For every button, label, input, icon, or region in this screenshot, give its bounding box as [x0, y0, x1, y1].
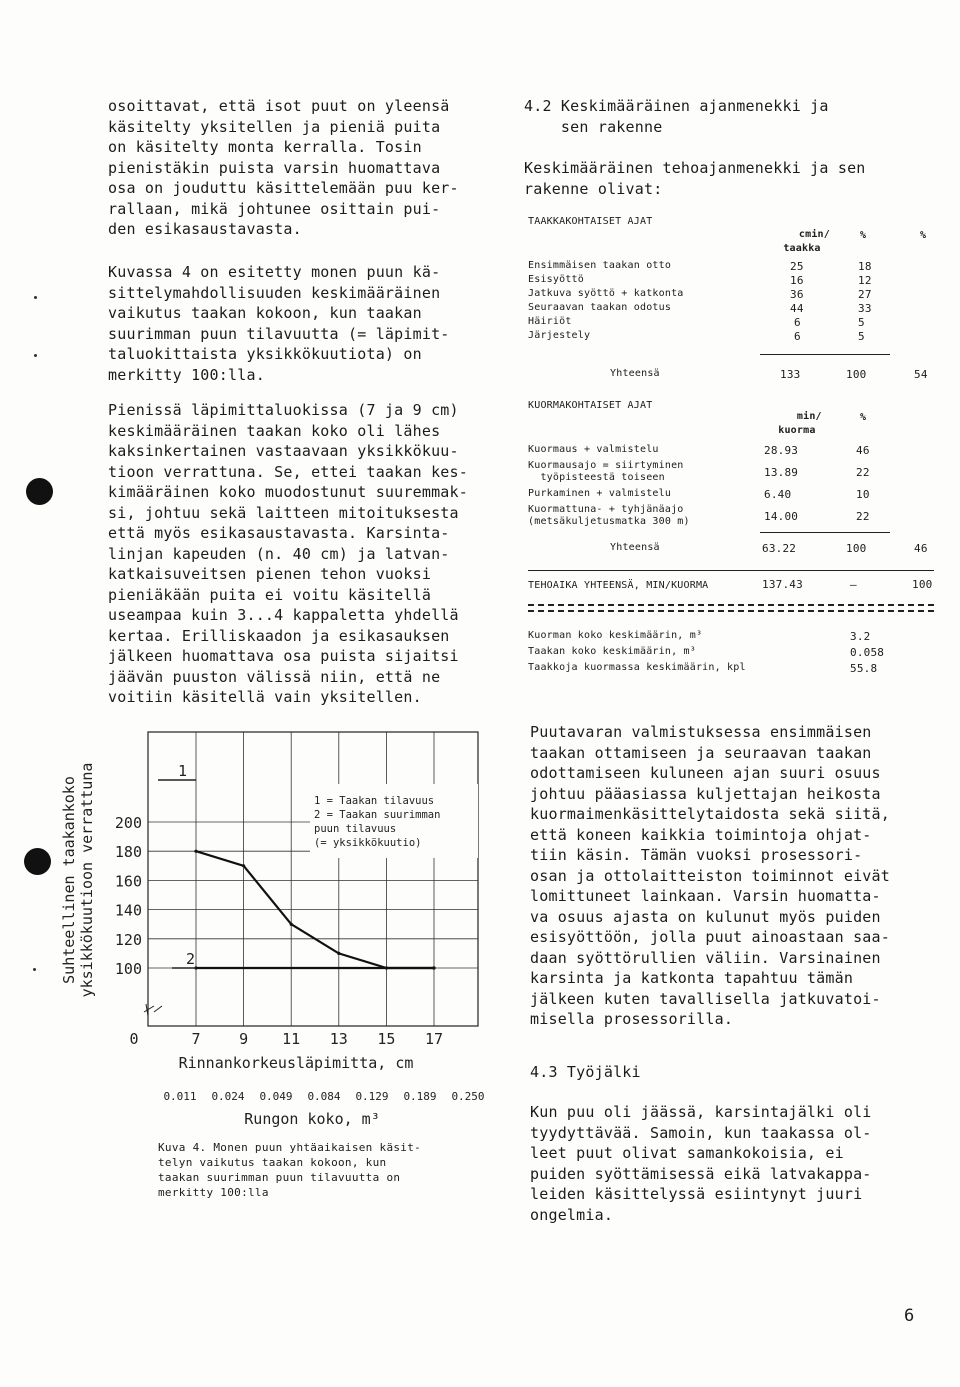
- legend-entry: 1 = Taakan tilavuus: [314, 795, 435, 807]
- left-paragraph-2-line: sittelymahdollisuuden keskimääräinen: [108, 283, 441, 302]
- left-paragraph-3-line: useampaa kuin 3...4 kappaletta yhdellä: [108, 606, 459, 624]
- table2-total-pct: 100: [846, 542, 867, 555]
- table1-col-header-pct2: %: [920, 230, 927, 241]
- secondary-x-tick: 0.011: [163, 1090, 197, 1103]
- left-paragraph-3-line: kimääräinen koko muodostunut suuremmak-: [108, 483, 468, 501]
- table2-row-value: 13.89: [764, 466, 799, 479]
- table1-row-label: Esisyöttö: [528, 274, 584, 285]
- right-paragraph-4-line: esisyöttöön, jolla puut ainoastaan saa-: [530, 928, 890, 946]
- table2-row-label: Purkaminen + valmistelu: [528, 488, 672, 499]
- binder-mark: [34, 296, 37, 299]
- table-taakkakohtaiset: [528, 210, 938, 590]
- table2-row-value: 28.93: [764, 444, 799, 457]
- table-intro-line: Keskimääräinen tehoajanmenekki ja sen: [524, 159, 866, 177]
- table2-row-label: työpisteestä toiseen: [528, 472, 665, 483]
- table2-col-header-unit: min/ kuorma: [778, 411, 822, 436]
- binder-mark: [33, 968, 36, 971]
- left-paragraph-2: [108, 262, 450, 385]
- right-paragraph-5-line: Kun puu oli jäässä, karsintajälki oli: [530, 1103, 872, 1121]
- left-paragraph-2-line: merkitty 100:lla.: [108, 365, 265, 384]
- left-paragraph-3-line: si, johtuu sekä laitteen mitoituksesta: [108, 503, 459, 522]
- table2-row-pct: 22: [856, 510, 870, 523]
- series-marker-2: 2: [186, 950, 196, 968]
- left-paragraph-1-line: on käsitelty monta kerralla. Tosin: [108, 138, 422, 156]
- right-paragraph-4-line: että koneen kaikkia toimintoja ohjat-: [530, 825, 872, 844]
- tehoaika-top-rule: [528, 570, 934, 571]
- secondary-x-tick: 0.250: [451, 1090, 485, 1103]
- y-tick-label: 200: [114, 814, 142, 832]
- right-paragraph-5-line: ongelmia.: [530, 1205, 614, 1224]
- left-paragraph-3-line: että myös esikasaustavasta. Karsinta-: [108, 524, 450, 542]
- secondary-x-label: Rungon koko, m³: [244, 1110, 380, 1128]
- table1-row-label: Järjestely: [528, 330, 591, 341]
- table1-total-pct2: 54: [914, 368, 928, 381]
- table1-row-pct: 27: [858, 288, 872, 301]
- table2-total-value: 63.22: [762, 542, 797, 555]
- series-marker-1: 1: [178, 762, 188, 780]
- table1-col-header-unit: cmin/ taakka: [783, 229, 830, 254]
- right-paragraph-5-line: puiden syöttämisessä eikä latvakappa-: [530, 1164, 872, 1183]
- table2-total-label: Yhteensä: [610, 542, 660, 553]
- table2-row-label: (metsäkuljetusmatka 300 m): [528, 516, 690, 527]
- tehoaika-label: TEHOAIKA YHTEENSÄ, MIN/KUORMA: [528, 580, 709, 591]
- binder-mark: [34, 354, 37, 357]
- figure-caption-line: telyn vaikutus taakan kokoon, kun: [158, 1156, 387, 1169]
- left-paragraph-3-line: linjan kapeuden (n. 40 cm) ja latvan-: [108, 544, 450, 563]
- x-axis-origin-label: 0: [129, 1030, 139, 1048]
- section-heading-4-2: [524, 96, 829, 137]
- tehoaika-row: [528, 578, 938, 594]
- left-paragraph-3-line: pieniäkään puita ei voitu käsitellä: [108, 585, 432, 604]
- figure-caption-line: merkitty 100:lla: [158, 1186, 269, 1199]
- left-paragraph-3-line: keskimääräinen taakan koko oli lähes: [108, 421, 441, 440]
- table1-total-pct: 100: [846, 368, 867, 381]
- legend-entry: (= yksikkökuutio): [314, 837, 422, 849]
- left-paragraph-3-line: Pienissä läpimittaluokissa (7 ja 9 cm): [108, 401, 459, 419]
- summary-label: Taakan koko keskimäärin, m³: [528, 646, 696, 657]
- y-axis-label: yksikkökuutioon verrattuna: [78, 762, 96, 998]
- left-paragraph-3-line: jälkeen huomattava osa puista sijaitsi: [108, 647, 459, 665]
- binder-hole-top: [26, 478, 53, 505]
- table2-total-rule: [760, 532, 890, 533]
- left-paragraph-3-line: kertaa. Erilliskaadon ja esikasauksen: [108, 626, 450, 645]
- figure-caption: [158, 1140, 421, 1200]
- secondary-x-tick: 0.024: [211, 1090, 245, 1103]
- right-paragraph-4-line: Puutavaran valmistuksessa ensimmäisen: [530, 723, 872, 741]
- table2-header: KUORMAKOHTAISET AJAT: [528, 400, 653, 411]
- left-paragraph-2-line: suurimman puun tilavuutta (= läpimit-: [108, 324, 450, 343]
- left-paragraph-1-line: den esikasaustavasta.: [108, 220, 302, 238]
- summary-label: Kuorman koko keskimäärin, m³: [528, 630, 703, 641]
- y-tick-label: 140: [114, 901, 142, 920]
- legend-entry: puun tilavuus: [314, 823, 397, 835]
- left-paragraph-2-line: vaikutus taakan kokoon, kun taakan: [108, 304, 422, 322]
- right-paragraph-5-line: leiden käsittelyssä esiintynyt juuri: [530, 1185, 863, 1203]
- section-heading-4-2-line: 4.2 Keskimääräinen ajanmenekki ja: [524, 97, 829, 115]
- table-intro: [524, 158, 866, 199]
- y-tick-label: 100: [114, 960, 142, 978]
- table1-row-value: 36: [790, 288, 804, 301]
- table2-row-label: Kuormaus + valmistelu: [528, 444, 659, 455]
- table2-row-pct: 22: [856, 466, 870, 479]
- table1-row-pct: 12: [858, 274, 872, 287]
- table1-total-rule: [760, 354, 890, 355]
- table1-header: TAAKKAKOHTAISET AJAT: [528, 216, 653, 227]
- summary-value: 55.8: [850, 662, 878, 675]
- table2-row-value: 14.00: [764, 510, 799, 523]
- secondary-x-tick: 0.049: [259, 1090, 293, 1103]
- table1-row-value: 6: [794, 330, 801, 343]
- x-tick-label: 11: [282, 1030, 301, 1048]
- right-paragraph-5: [530, 1102, 872, 1225]
- axis-break-mark: [144, 1004, 162, 1016]
- binder-hole-bottom: [24, 848, 51, 875]
- series-point-1: [242, 864, 245, 867]
- tehoaika-double-rule: [528, 604, 934, 612]
- table1-row-pct: 5: [858, 330, 865, 343]
- table1-row-pct: 33: [858, 302, 872, 315]
- y-tick-label: 180: [114, 843, 142, 862]
- right-paragraph-4-line: va osuus ajasta on kulunut myös puiden: [530, 907, 881, 926]
- table2-row-label: Kuormattuna- + tyhjänäajo: [528, 504, 684, 515]
- left-paragraph-1-line: osoittavat, että isot puut on yleensä: [108, 97, 450, 115]
- right-paragraph-4-line: taakan ottamiseen ja seuraavan taakan: [530, 743, 872, 762]
- left-paragraph-3-line: tioon verrattuna. Se, ettei taakan kes-: [108, 462, 468, 481]
- table1-row-value: 44: [790, 302, 804, 315]
- left-paragraph-2-line: taluokittaista yksikkökuutiota) on: [108, 345, 422, 363]
- table1-row-label: Ensimmäisen taakan otto: [528, 260, 672, 271]
- table1-row-label: Seuraavan taakan odotus: [528, 302, 672, 313]
- summary-block: [528, 630, 938, 686]
- y-tick-label: 160: [114, 872, 142, 891]
- right-paragraph-4: [530, 722, 890, 1030]
- section-heading-4-3-text: 4.3 Työjälki: [530, 1063, 641, 1081]
- series-point-1: [290, 923, 293, 926]
- left-paragraph-3-line: kaksinkertainen vastaavaan yksikkökuu-: [108, 442, 459, 460]
- left-paragraph-3-line: katkaisuveitsen pienen tehon vuoksi: [108, 565, 432, 583]
- right-paragraph-4-line: osan ja ottolaitteiston toiminnot eivät: [530, 866, 890, 885]
- table-intro-line: rakenne olivat:: [524, 179, 663, 198]
- right-paragraph-4-line: jälkeen kuten tavallisella jatkuvatoi-: [530, 989, 881, 1008]
- summary-value: 3.2: [850, 630, 871, 643]
- legend-entry: 2 = Taakan suurimman: [314, 809, 441, 821]
- table1-row-pct: 18: [858, 260, 872, 273]
- table1-col-header-pct: %: [860, 230, 867, 241]
- table2-row-pct: 10: [856, 488, 870, 501]
- left-paragraph-1-line: käsitelty yksitellen ja pieniä puita: [108, 117, 441, 136]
- table2-total-pct2: 46: [914, 542, 928, 555]
- figure-4-chart: [56, 720, 526, 1130]
- left-paragraph-1: [108, 96, 459, 240]
- x-axis-label: Rinnankorkeusläpimitta, cm: [178, 1054, 414, 1072]
- table1-row-value: 25: [790, 260, 804, 273]
- y-axis-label: Suhteellinen taakankoko: [60, 776, 78, 984]
- left-paragraph-1-line: pienistäkin puista varsin huomattava: [108, 158, 441, 177]
- right-paragraph-4-line: odottamiseen kuluneen ajan suuri osuus: [530, 764, 881, 782]
- tehoaika-value: 137.43: [762, 578, 803, 591]
- table2-row-label: Kuormausajo = siirtyminen: [528, 460, 684, 471]
- left-paragraph-3: [108, 400, 468, 708]
- table1-row-pct: 5: [858, 316, 865, 329]
- left-paragraph-1-line: osa on jouduttu käsittelemään puu ker-: [108, 179, 459, 197]
- right-paragraph-4-line: lomittuneet lainkaan. Varsin huomatta-: [530, 887, 881, 905]
- right-paragraph-4-line: kuormaimenkäsittelytaidosta sekä siitä,: [530, 805, 890, 823]
- x-tick-label: 17: [424, 1030, 444, 1048]
- page-number: 6: [904, 1306, 915, 1326]
- figure-caption-line: Kuva 4. Monen puun yhtäaikaisen käsit-: [158, 1141, 422, 1154]
- right-paragraph-4-line: karsinta ja katkonta tapahtuu tämän: [530, 969, 854, 987]
- summary-value: 0.058: [850, 646, 885, 659]
- table1-row-label: Häiriöt: [528, 316, 572, 327]
- section-heading-4-2-line: sen rakenne: [524, 117, 663, 136]
- figure-caption-line: taakan suurimman puun tilavuutta on: [158, 1171, 401, 1184]
- tehoaika-pct: 100: [912, 578, 933, 591]
- section-heading-4-3: [530, 1062, 641, 1083]
- right-paragraph-4-line: misella prosessorilla.: [530, 1010, 734, 1028]
- table1-row-label: Jatkuva syöttö + katkonta: [528, 288, 684, 299]
- table2-row-pct: 46: [856, 444, 870, 457]
- y-tick-label: 120: [114, 930, 142, 949]
- summary-label: Taakkoja kuormassa keskimäärin, kpl: [528, 662, 746, 673]
- left-paragraph-2-line: Kuvassa 4 on esitetty monen puun kä-: [108, 263, 441, 281]
- x-tick-label: 13: [329, 1030, 348, 1048]
- secondary-x-tick: 0.189: [403, 1090, 437, 1103]
- right-paragraph-4-line: tiin käsin. Tämän vuoksi prosessori-: [530, 846, 863, 864]
- right-paragraph-5-line: tyydyttävää. Samoin, kun taakassa ol-: [530, 1123, 872, 1142]
- left-paragraph-1-line: rallaan, mikä johtunee osittain pui-: [108, 199, 441, 218]
- secondary-x-tick: 0.129: [355, 1090, 389, 1103]
- x-tick-label: 9: [239, 1030, 249, 1048]
- right-paragraph-4-line: johtuu pääasiassa kuljettajan heikosta: [530, 784, 881, 803]
- table2-row-value: 6.40: [764, 488, 792, 501]
- series-point-1: [337, 952, 340, 955]
- x-tick-label: 7: [191, 1030, 201, 1048]
- table1-row-value: 16: [790, 274, 804, 287]
- table2-col-header-pct: %: [860, 412, 867, 423]
- right-paragraph-5-line: leet puut olivat samankokoisia, ei: [530, 1144, 844, 1162]
- series-point-2: [432, 966, 435, 969]
- plot-frame: [148, 732, 478, 1026]
- left-paragraph-3-line: jäävän puuston välissä niin, että ne: [108, 667, 441, 686]
- table1-total-value: 133: [780, 368, 801, 381]
- secondary-x-tick: 0.084: [307, 1090, 341, 1103]
- tehoaika-dash: —: [850, 578, 857, 591]
- table1-total-label: Yhteensä: [610, 368, 660, 379]
- left-paragraph-3-line: voitiin käsitellä vain yksitellen.: [108, 688, 422, 706]
- x-tick-label: 15: [377, 1030, 396, 1048]
- table1-row-value: 6: [794, 316, 801, 329]
- right-paragraph-4-line: daan syöttörullien väliin. Varsinainen: [530, 948, 881, 967]
- series-point-1: [194, 850, 197, 853]
